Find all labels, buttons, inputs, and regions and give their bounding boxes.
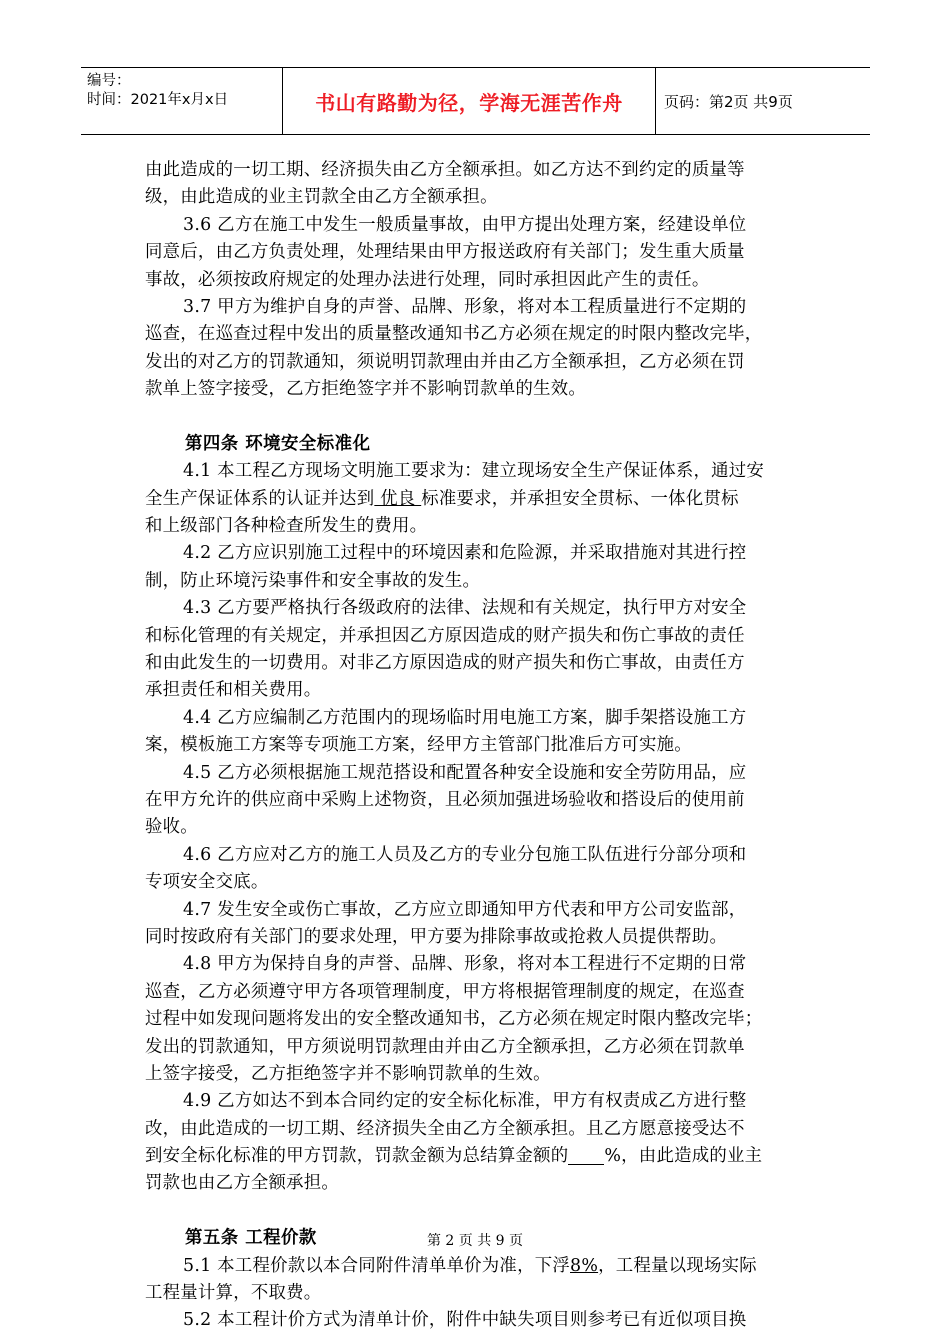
body-line: 罚款也由乙方全额承担。 [145,1173,340,1194]
body-line: 同时按政府有关部门的要求处理，甲方要为排除事故或抢救人员提供帮助。 [145,926,728,947]
clause-4-6: 4.6 乙方应对乙方的施工人员及乙方的专业分包施工队伍进行分部分项和 [183,844,747,865]
body-line: 改，由此造成的一切工期、经济损失全由乙方全额承担。且乙方愿意接受达不 [145,1118,745,1139]
body-line: 发出的罚款通知，甲方须说明罚款理由并由乙方全额承担，乙方必须在罚款单 [145,1036,745,1057]
underlined-discount: 8% [570,1255,599,1276]
body-line: 上签字接受，乙方拒绝签字并不影响罚款单的生效。 [145,1063,551,1084]
body-line: 案，模板施工方案等专项施工方案，经甲方主管部门批准后方可实施。 [145,735,692,756]
body-line: 和由此发生的一切费用。对非乙方原因造成的财产损失和伤亡事故，由责任方 [145,653,745,674]
text-segment: %，由此造成的业主 [604,1146,763,1167]
blank-field [568,1145,604,1165]
clause-4-2: 4.2 乙方应识别施工过程中的环境因素和危险源，并采取措施对其进行控 [183,543,747,564]
header-meta [81,68,283,134]
clause-3-6: 3.6 乙方在施工中发生一般质量事故，由甲方提出处理方案，经建设单位 [183,214,747,235]
header-page-info: 页码：第2页 共9页 [664,92,793,111]
text-segment: 标准要求，并承担安全贯标、一体化贯标 [421,488,739,509]
body-line: 在甲方允许的供应商中采购上述物资，且必须加强进场验收和搭设后的使用前 [145,789,745,810]
body-line: 和标化管理的有关规定，并承担因乙方原因造成的财产损失和伤亡事故的责任 [145,625,745,646]
body-line: 由此造成的一切工期、经济损失由乙方全额承担。如乙方达不到约定的质量等 [145,160,745,180]
clause-4-4: 4.4 乙方应编制乙方范围内的现场临时用电施工方案，脚手架搭设施工方 [183,707,747,728]
document-header [81,67,870,135]
text-segment: 全生产保证体系的认证并达到 [145,488,375,509]
clause-5-1 [145,1253,813,1280]
clause-4-9: 4.9 乙方如达不到本合同约定的安全标化标准，甲方有权责成乙方进行整 [183,1091,747,1112]
section-4-heading: 第四条 环境安全标准化 [185,433,371,454]
body-line: 事故，必须按政府规定的处理办法进行处理，同时承担因此产生的责任。 [145,269,710,290]
clause-3-7: 3.7 甲方为维护自身的声誉、品牌、形象，将对本工程质量进行不定期的 [183,296,747,317]
section-5-heading: 第五条 工程价款 [185,1228,317,1249]
body-line: 验收。 [145,817,198,838]
text-segment: ，工程量以现场实际 [598,1255,757,1276]
text-segment: 5.1 本工程价款以本合同附件清单单价为准，下浮 [183,1255,570,1276]
body-line: 工程量计算，不取费。 [145,1283,322,1304]
body-line: 和上级部门各种检查所发生的费用。 [145,516,428,537]
document-body [145,157,813,1335]
body-line: 款单上签字接受，乙方拒绝签字并不影响罚款单的生效。 [145,379,587,400]
body-line: 巡查，在巡查过程中发出的质量整改通知书乙方必须在规定的时限内整改完毕， [145,324,763,345]
number-label: 编号： [87,73,131,89]
body-line: 同意后，由乙方负责处理，处理结果由甲方报送政府有关部门；发生重大质量 [145,242,745,263]
underlined-grade: 优良 [374,488,422,509]
clause-4-7: 4.7 发生安全或伤亡事故，乙方应立即通知甲方代表和甲方公司安监部， [183,899,747,920]
body-line: 专项安全交底。 [145,872,269,893]
body-line: 巡查，乙方必须遵守甲方各项管理制度，甲方将根据管理制度的规定，在巡查 [145,981,745,1002]
time-label: 时间：2021年x月x日 [87,92,229,108]
page-footer: 第 2 页 共 9 页 [426,1233,524,1249]
body-line: 制，防止环境污染事件和安全事故的发生。 [145,570,481,591]
clause-4-5: 4.5 乙方必须根据施工规范搭设和配置各种安全设施和安全劳防用品，应 [183,762,747,783]
text-segment: 到安全标化标准的甲方罚款，罚款金额为总结算金额的 [145,1146,569,1167]
body-line: 发出的对乙方的罚款通知，须说明罚款理由并由乙方全额承担，乙方必须在罚 [145,351,745,372]
body-line [145,1143,813,1170]
clause-4-1: 4.1 本工程乙方现场文明施工要求为：建立现场安全生产保证体系，通过安 [183,461,765,482]
clause-5-2: 5.2 本工程计价方式为清单计价，附件中缺失项目则参考已有近似项目换 [183,1310,747,1331]
body-line: 级，由此造成的业主罚款全由乙方全额承担。 [145,187,498,208]
header-motto: 书山有路勤为径，学海无涯苦作舟 [283,68,656,134]
body-line: 承担责任和相关费用。 [145,680,322,701]
body-line [145,486,813,513]
body-line: 过程中如发现问题将发出的安全整改通知书，乙方必须在规定时限内整改完毕； [145,1009,763,1030]
clause-4-8: 4.8 甲方为保持自身的声誉、品牌、形象，将对本工程进行不定期的日常 [183,954,747,975]
clause-4-3: 4.3 乙方要严格执行各级政府的法律、法规和有关规定，执行甲方对安全 [183,598,747,619]
